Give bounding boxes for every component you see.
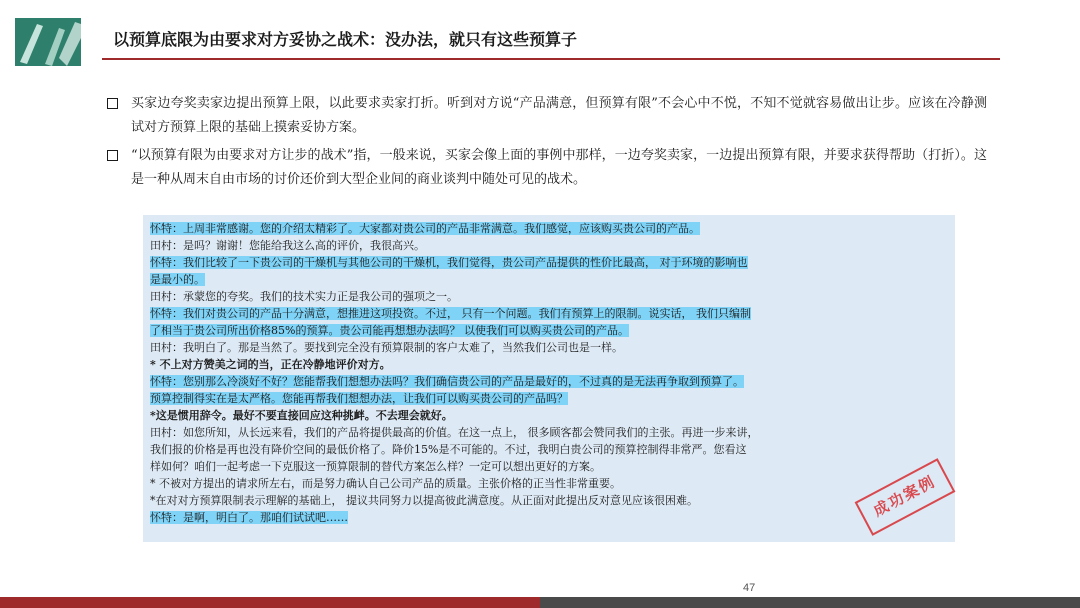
- dialog-line: [150, 357, 391, 373]
- dialog-line-text: 怀特：我们比较了一下贵公司的干燥机与其他公司的干燥机，我们觉得，贵公司产品提供的性价比最高， 对于环境的影响也: [150, 256, 748, 269]
- dialog-line: [150, 476, 621, 492]
- dialog-line-text: 是最小的。: [150, 273, 205, 286]
- dialog-line-text: 田村：如您所知，从长远来看，我们的产品将提供最高的价值。在这一点上， 很多顾客都会赞同我们的主张。再进一步来讲，: [150, 426, 759, 439]
- dialog-line: [150, 442, 746, 458]
- dialog-line-text: * 不上对方赞美之词的当，正在冷静地评价对方。: [150, 358, 391, 371]
- dialog-line: [150, 306, 751, 322]
- dialog-line: [150, 408, 453, 424]
- dialog-line-text: *在对对方预算限制表示理解的基础上， 提议共同努力以提高彼此满意度。从正面对此提出反对意见应该很困难。: [150, 494, 698, 507]
- dialog-line: [150, 272, 205, 288]
- dialog-line-text: 了相当于贵公司所出价格85%的预算。贵公司能再想想办法吗？ 以使我们可以购买贵公司的产品。: [150, 324, 629, 337]
- bullet-item: 买家边夸奖卖家边提出预算上限，以此要求卖家打折。听到对方说“产品满意，但预算有限”不会心中不悦，不知不觉就容易做出让步。应该在冷静测试对方预算上限的基础上摸索妥协方案。: [107, 92, 987, 140]
- dialog-line-text: *这是惯用辞令。最好不要直接回应这种挑衅。不去理会就好。: [150, 409, 453, 422]
- success-case-stamp: 成功案例: [855, 458, 956, 536]
- dialog-line-text: 样如何？咱们一起考虑一下克服这一预算限制的替代方案怎么样？一定可以想出更好的方案。: [150, 460, 601, 473]
- footer-bar-gray: [540, 597, 1080, 608]
- dialog-line: [150, 425, 759, 441]
- dialog-line-text: 田村：承蒙您的夸奖。我们的技术实力正是我公司的强项之一。: [150, 290, 458, 303]
- dialog-line-text: 怀特：上周非常感谢。您的介绍太精彩了。大家都对贵公司的产品非常满意。我们感觉，应该购买贵公司的产品。: [150, 222, 700, 235]
- dialog-line-text: 预算控制得实在是太严格。您能再帮我们想想办法，让我们可以购买贵公司的产品吗？: [150, 392, 568, 405]
- dialog-line-text: 田村：我明白了。那是当然了。要找到完全没有预算限制的客户太难了，当然我们公司也是一样。: [150, 341, 623, 354]
- checkbox-bullet-icon: [107, 150, 118, 161]
- checkbox-bullet-icon: [107, 98, 118, 109]
- dialog-line: [150, 493, 698, 509]
- dialog-line-text: 田村：是吗？谢谢！您能给我这么高的评价，我很高兴。: [150, 239, 425, 252]
- dialog-line-text: 怀特：是啊，明白了。那咱们试试吧……: [150, 511, 348, 524]
- dialog-line-text: 怀特：我们对贵公司的产品十分满意，想推进这项投资。不过， 只有一个问题。我们有预算上的限制。说实话， 我们只编制: [150, 307, 751, 320]
- dialog-line: [150, 323, 629, 339]
- dialog-line-text: 怀特：您别那么冷淡好不好？您能帮我们想想办法吗？我们确信贵公司的产品是最好的，不过真的是无法再争取到预算了。: [150, 375, 744, 388]
- footer-bar-red: [0, 597, 540, 608]
- page-number: 47: [743, 582, 756, 594]
- dialog-line: [150, 374, 744, 390]
- dialog-line: [150, 459, 601, 475]
- dialog-line: [150, 238, 425, 254]
- dialog-line: [150, 510, 348, 526]
- title-divider: [102, 58, 1000, 60]
- dialog-line: [150, 340, 623, 356]
- dialog-line-text: 我们报的价格是再也没有降价空间的最低价格了。降价15%是不可能的。不过，我明白贵公司的预算控制得非常严。您看这: [150, 443, 747, 456]
- dialog-line: [150, 391, 568, 407]
- dialog-line: [150, 289, 458, 305]
- corner-photo: [15, 18, 81, 66]
- dialog-line: [150, 255, 748, 271]
- page-title: 以预算底限为由要求对方妥协之战术：没办法，就只有这些预算子: [113, 30, 578, 49]
- dialog-line-text: * 不被对方提出的请求所左右，而是努力确认自己公司产品的质量。主张价格的正当性非常重要。: [150, 477, 621, 490]
- dialog-line: [150, 221, 700, 237]
- bullet-item: “以预算有限为由要求对方让步的战术”指，一般来说，买家会像上面的事例中那样，一边夸奖卖家，一边提出预算有限，并要求获得帮助（打折）。这是一种从周末自由市场的讨价还价到大型企业间的商业谈判中随处可见的战术。: [107, 144, 987, 192]
